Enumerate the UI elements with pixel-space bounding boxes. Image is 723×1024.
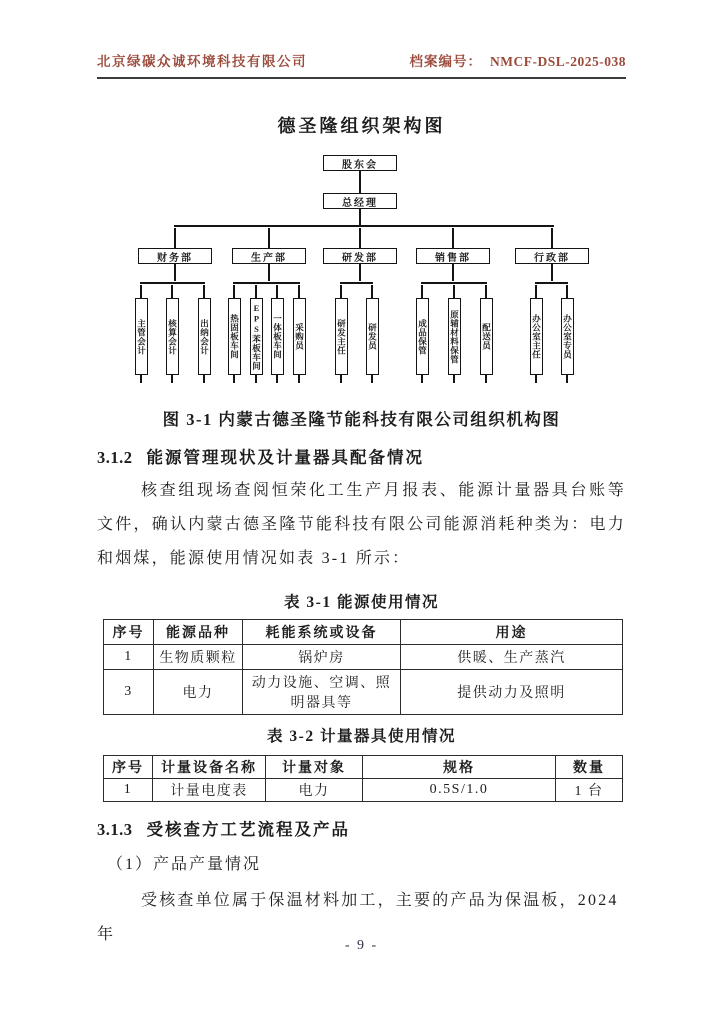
paragraph-product: 受核查单位属于保温材料加工，主要的产品为保温板，2024 年	[97, 892, 619, 943]
cell: 生物质颗粒	[154, 645, 243, 670]
connector-subbus-production	[233, 282, 300, 284]
cell: 1	[104, 645, 154, 670]
col-header: 耗能系统或设备	[243, 620, 401, 645]
connector-subbus-finance	[140, 282, 205, 284]
org-node-dept-rnd: 研发部	[323, 248, 397, 264]
org-leaf-chief-accountant: 主管会计	[135, 298, 148, 375]
archive-number: NMCF-DSL-2025-038	[490, 54, 626, 69]
cell: 1	[104, 779, 153, 802]
col-header: 计量对象	[266, 756, 363, 779]
section-title: 受核查方工艺流程及产品	[146, 820, 350, 839]
col-header: 数量	[556, 756, 623, 779]
col-header: 序号	[104, 756, 153, 779]
org-node-dept-production: 生产部	[232, 248, 306, 264]
col-header: 计量设备名称	[153, 756, 266, 779]
table-3-2-metering-devices	[103, 755, 623, 802]
section-3-1-3-heading	[97, 816, 626, 840]
connector-line	[359, 171, 361, 193]
org-leaf-thermoset-workshop: 热固板车间	[228, 298, 241, 375]
org-leaf-office-director: 办公室主任	[530, 298, 543, 375]
col-header: 能源品种	[154, 620, 243, 645]
subsection-product-output: （1）产品产量情况	[107, 856, 262, 873]
org-leaf-cost-accountant: 核算会计	[166, 298, 179, 375]
table-row	[104, 645, 623, 670]
cell: 供暖、生产蒸汽	[401, 645, 623, 670]
org-leaf-panel-workshop: 一体板车间	[271, 298, 284, 375]
org-chart-title: 德圣隆组织架构图	[277, 116, 446, 136]
col-header: 用途	[401, 620, 623, 645]
connector-subbus-admin	[535, 282, 568, 284]
connector-subbus-sales	[421, 282, 487, 284]
archive-label: 档案编号：	[409, 54, 482, 69]
table-3-1-caption: 表 3-1 能源使用情况	[284, 594, 439, 611]
org-leaf-office-specialist: 办公室专员	[561, 298, 574, 375]
org-node-general-manager: 总经理	[323, 193, 397, 209]
org-leaf-dispatcher: 配送员	[480, 298, 493, 375]
connector-bus	[174, 225, 554, 227]
org-node-dept-admin: 行政部	[515, 248, 589, 264]
header-archive	[410, 50, 627, 70]
section-3-1-2-heading	[97, 444, 626, 468]
header-company-name: 北京绿碳众诚环境科技有限公司	[97, 54, 307, 69]
org-leaf-product-keeper: 成品保管	[416, 298, 429, 375]
org-chart	[97, 145, 626, 397]
section-number: 3.1.2	[97, 448, 133, 467]
cell: 动力设施、空调、照明器具等	[243, 670, 401, 715]
cell: 提供动力及照明	[401, 670, 623, 715]
col-header: 序号	[104, 620, 154, 645]
table-3-2-caption: 表 3-2 计量器具使用情况	[267, 728, 456, 745]
org-leaf-purchaser: 采购员	[293, 298, 306, 375]
cell: 锅炉房	[243, 645, 401, 670]
org-leaf-rnd-director: 研发主任	[335, 298, 348, 375]
table-header-row	[104, 756, 623, 779]
cell: 0.5S/1.0	[363, 779, 556, 802]
org-node-shareholders: 股东会	[323, 155, 397, 171]
paragraph-energy-overview: 核查组现场查阅恒荣化工生产月报表、能源计量器具台账等文件，确认内蒙古德圣隆节能科技有限公司能源消耗种类为：电力和烟煤，能源使用情况如表 3-1 所示：	[97, 482, 626, 567]
org-leaf-eps-workshop: EPS苯板车间	[250, 298, 263, 375]
cell: 1 台	[556, 779, 623, 802]
header-rule	[97, 77, 626, 79]
section-title: 能源管理现状及计量器具配备情况	[146, 448, 424, 467]
table-3-1-energy-use	[103, 619, 623, 715]
table-row	[104, 779, 623, 802]
org-node-dept-finance: 财务部	[138, 248, 212, 264]
cell: 计量电度表	[153, 779, 266, 802]
table-header-row	[104, 620, 623, 645]
org-node-dept-sales: 销售部	[416, 248, 490, 264]
col-header: 规格	[363, 756, 556, 779]
cell: 电力	[154, 670, 243, 715]
cell: 3	[104, 670, 154, 715]
figure-3-1-caption: 图 3-1 内蒙古德圣隆节能科技有限公司组织机构图	[162, 410, 561, 429]
connector-line	[359, 209, 361, 225]
page-number: - 9 -	[344, 938, 379, 953]
org-leaf-cashier-accountant: 出纳会计	[198, 298, 211, 375]
org-leaf-material-keeper: 原辅材料保管	[448, 298, 461, 375]
table-row	[104, 670, 623, 715]
page-header	[97, 50, 626, 70]
cell: 电力	[266, 779, 363, 802]
section-number: 3.1.3	[97, 820, 133, 839]
connector-subbus-rnd	[340, 282, 373, 284]
org-leaf-rnd-staff: 研发员	[366, 298, 379, 375]
